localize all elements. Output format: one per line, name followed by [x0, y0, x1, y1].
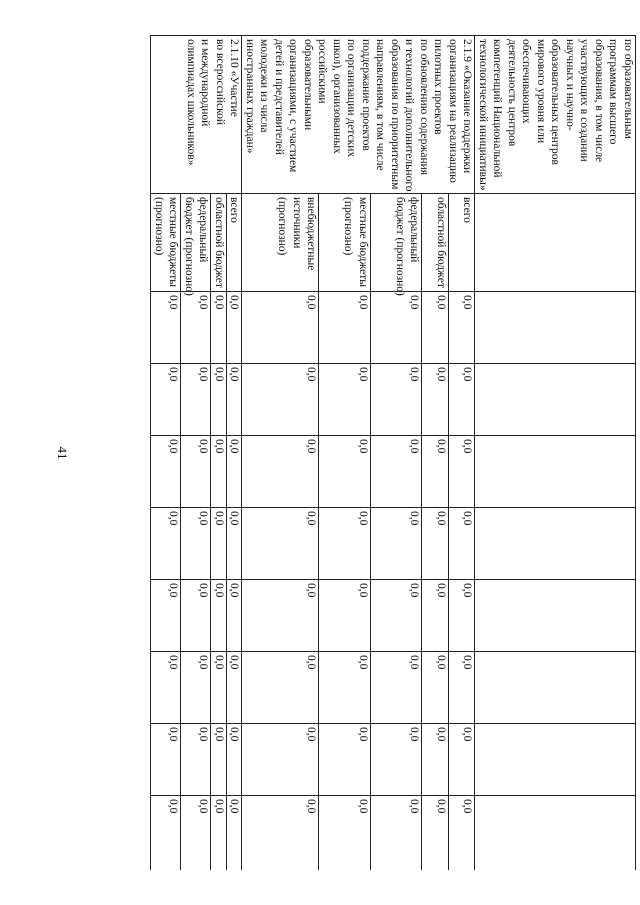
value-cell: 0,0: [227, 364, 243, 436]
value-cell: 0,0: [370, 580, 422, 652]
funding-source-cell: [211, 194, 227, 292]
measure-name-line: молодежи из числа: [258, 39, 271, 133]
measure-name-line: образования по приоритетным: [389, 39, 401, 190]
table-row: [448, 36, 475, 871]
funding-source-cell: [227, 194, 243, 292]
value-cell: 0,0: [370, 796, 422, 871]
measure-name-line: и технологий дополнительного: [403, 39, 416, 192]
measure-name-line: мирового уровня или: [535, 39, 547, 144]
value-cell: 0,0: [211, 436, 227, 508]
value-cell: 0,0: [370, 436, 422, 508]
measure-name-line: обеспечивающих: [520, 39, 533, 124]
value-cell: 0,0: [211, 724, 227, 796]
value-cell: 0,0: [211, 796, 227, 871]
value-cell: 0,0: [319, 652, 371, 724]
value-cell: 0,0: [448, 580, 475, 652]
value-cell: 0,0: [242, 652, 319, 724]
value-cell: 0,0: [227, 292, 243, 364]
value-cell: 0,0: [370, 292, 422, 364]
value-cell: 0,0: [211, 652, 227, 724]
value-cell: 0,0: [319, 508, 371, 580]
rotated-table-content: [98, 35, 636, 870]
value-cell: 0,0: [211, 292, 227, 364]
value-cell: 0,0: [448, 724, 475, 796]
value-cell: 0,0: [242, 364, 319, 436]
funding-source-line: бюджет (прогнозно): [183, 197, 195, 296]
value-cell: 0,0: [181, 508, 211, 580]
value-cell: 0,0: [319, 724, 371, 796]
value-cell: 0,0: [151, 652, 181, 724]
measure-name-cell: [242, 36, 475, 194]
funding-source-line: областной бюджет: [434, 197, 447, 288]
value-cell: 0,0: [211, 508, 227, 580]
value-cell: 0,0: [211, 364, 227, 436]
empty-cell: [475, 796, 636, 871]
measure-name-line: образовательными: [302, 39, 314, 131]
value-cell: 0,0: [227, 436, 243, 508]
value-cell: 0,0: [151, 724, 181, 796]
budget-table-body: [151, 36, 636, 871]
measure-name-line: программам высшего: [607, 39, 620, 145]
funding-source-line: федеральный: [197, 197, 210, 263]
funding-source-line: областной бюджет: [213, 197, 225, 288]
empty-cell: [475, 194, 636, 292]
measure-name-line: научных и научно-: [564, 39, 576, 131]
value-cell: 0,0: [181, 652, 211, 724]
funding-source-line: внебюджетные: [305, 197, 318, 271]
value-cell: 0,0: [227, 724, 243, 796]
value-cell: 0,0: [211, 580, 227, 652]
funding-source-line: местные бюджеты: [167, 197, 180, 288]
measure-name-cell: [151, 36, 242, 194]
value-cell: 0,0: [448, 364, 475, 436]
funding-source-cell: [242, 194, 319, 292]
measure-name-line: во всероссийской: [214, 39, 226, 126]
budget-table: [151, 35, 637, 870]
funding-source-line: (прогнозно): [276, 197, 289, 256]
measure-name-line: деятельность центров: [506, 39, 518, 147]
funding-source-line: федеральный: [408, 197, 421, 263]
value-cell: 0,0: [422, 292, 449, 364]
value-cell: 0,0: [151, 364, 181, 436]
empty-cell: [475, 364, 636, 436]
value-cell: 0,0: [151, 508, 181, 580]
value-cell: 0,0: [151, 796, 181, 871]
value-cell: 0,0: [151, 292, 181, 364]
empty-cell: [475, 436, 636, 508]
value-cell: 0,0: [448, 796, 475, 871]
value-cell: 0,0: [422, 508, 449, 580]
empty-cell: [475, 724, 636, 796]
value-cell: 0,0: [422, 796, 449, 871]
measure-name-line: 2.1.9 «Оказание поддержки: [461, 39, 474, 174]
value-cell: 0,0: [448, 652, 475, 724]
funding-source-cell: [422, 194, 449, 292]
value-cell: 0,0: [319, 436, 371, 508]
funding-source-line: бюджет (прогнозно): [393, 197, 406, 296]
value-cell: 0,0: [370, 508, 422, 580]
measure-name-line: и международной: [199, 39, 212, 127]
value-cell: 0,0: [242, 292, 319, 364]
measure-name-cell: [475, 36, 636, 194]
value-cell: 0,0: [227, 580, 243, 652]
empty-cell: [475, 508, 636, 580]
funding-source-line: источники: [290, 197, 303, 249]
measure-name-line: иностранных граждан»: [244, 39, 256, 154]
funding-source-cell: [181, 194, 211, 296]
measure-name-line: технологической инициативы»: [477, 39, 489, 191]
value-cell: 0,0: [181, 292, 211, 364]
funding-source-line: всего: [228, 197, 241, 223]
measure-name-line: компетенций Национальной: [491, 39, 504, 178]
measure-name-line: олимпиадах школьников»: [185, 39, 197, 166]
measure-name-line: по образовательным: [622, 39, 634, 139]
funding-source-cell: [448, 194, 475, 292]
value-cell: 0,0: [370, 364, 422, 436]
measure-name-line: по организации детских: [345, 39, 358, 158]
value-cell: 0,0: [242, 580, 319, 652]
value-cell: 0,0: [370, 652, 422, 724]
value-cell: 0,0: [422, 652, 449, 724]
value-cell: 0,0: [181, 796, 211, 871]
measure-name-line: российскими: [316, 39, 329, 104]
measure-name-line: организациями, с участием: [287, 39, 300, 173]
value-cell: 0,0: [227, 652, 243, 724]
value-cell: 0,0: [448, 292, 475, 364]
value-cell: 0,0: [319, 580, 371, 652]
value-cell: 0,0: [422, 580, 449, 652]
empty-cell: [475, 652, 636, 724]
measure-name-line: образования, в том числе: [593, 39, 605, 163]
table-row: [227, 36, 243, 871]
rotated-table-area: [98, 35, 636, 870]
value-cell: 0,0: [151, 580, 181, 652]
funding-source-line: (прогнозно): [153, 197, 165, 256]
value-cell: 0,0: [319, 364, 371, 436]
measure-name-line: 2.1.10 «Участие: [228, 39, 241, 117]
measure-name-line: поддержание проектов: [360, 39, 372, 151]
empty-cell: [475, 292, 636, 364]
value-cell: 0,0: [181, 364, 211, 436]
measure-name-line: направлениям, в том числе: [374, 39, 387, 171]
funding-source-line: всего: [461, 197, 474, 223]
funding-source-cell: [319, 194, 371, 292]
value-cell: 0,0: [227, 508, 243, 580]
value-cell: 0,0: [181, 724, 211, 796]
value-cell: 0,0: [227, 796, 243, 871]
value-cell: 0,0: [319, 796, 371, 871]
measure-name-line: пилотных проектов: [432, 39, 445, 135]
value-cell: 0,0: [422, 436, 449, 508]
value-cell: 0,0: [370, 724, 422, 796]
page-number: 41: [55, 446, 70, 460]
table-row-continued: [475, 36, 636, 871]
measure-name-line: по обновлению содержания: [418, 39, 430, 176]
measure-name-line: образовательных центров: [549, 39, 562, 165]
value-cell: 0,0: [242, 796, 319, 871]
measure-name-line: школ), организованных: [331, 39, 343, 154]
value-cell: 0,0: [422, 364, 449, 436]
value-cell: 0,0: [181, 580, 211, 652]
value-cell: 0,0: [319, 292, 371, 364]
value-cell: 0,0: [422, 724, 449, 796]
value-cell: 0,0: [242, 724, 319, 796]
funding-source-cell: [151, 194, 181, 292]
value-cell: 0,0: [242, 508, 319, 580]
value-cell: 0,0: [448, 508, 475, 580]
value-cell: 0,0: [448, 436, 475, 508]
funding-source-cell: [370, 194, 422, 296]
value-cell: 0,0: [242, 436, 319, 508]
empty-cell: [475, 580, 636, 652]
measure-name-line: детей и представителей: [273, 39, 285, 155]
measure-name-line: организациям на реализацию: [447, 39, 459, 183]
funding-source-line: местные бюджеты: [356, 197, 369, 288]
value-cell: 0,0: [151, 436, 181, 508]
funding-source-line: (прогнозно): [342, 197, 355, 256]
value-cell: 0,0: [181, 436, 211, 508]
measure-name-line: участвующих в создании: [578, 39, 591, 162]
